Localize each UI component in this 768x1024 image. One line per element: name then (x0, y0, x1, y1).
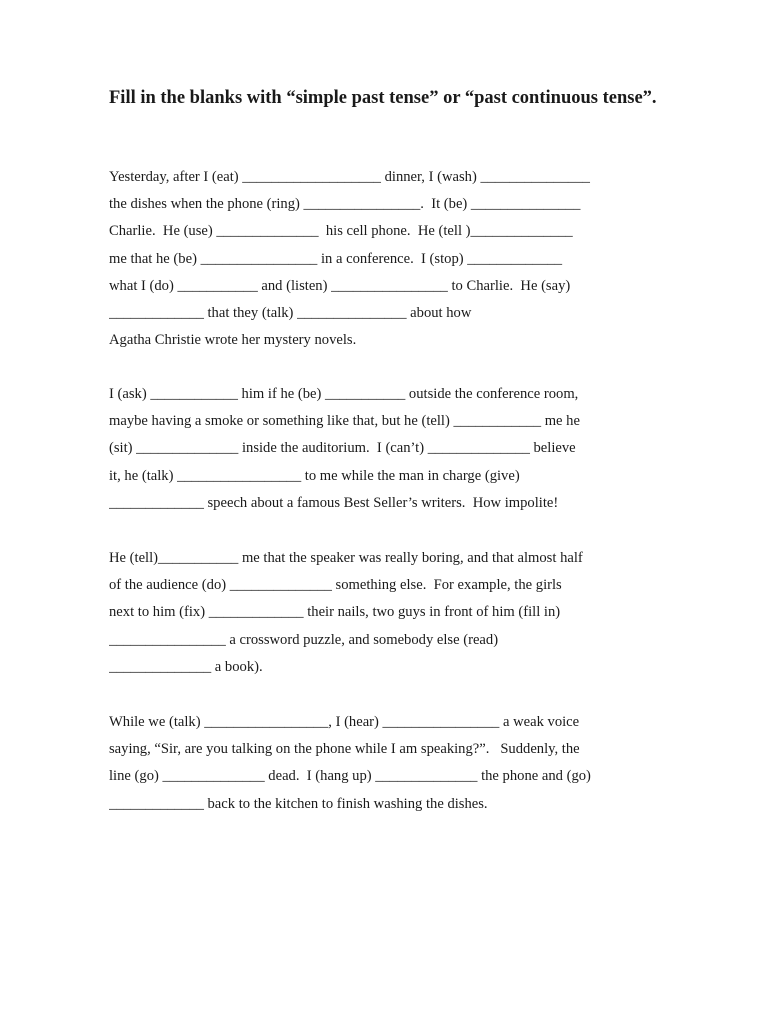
text-line: next to him (fix) _____________ their nails, two guys in front of him (fill in) (109, 604, 561, 621)
text-line: line (go) ______________ dead. I (hang up) ______________ the phone and (go) (109, 768, 591, 785)
text-line: me that he (be) ________________ in a conference. I (stop) _____________ (109, 250, 563, 267)
text-line: (sit) ______________ inside the auditorium. I (can’t) ______________ believe (109, 440, 576, 457)
text-line: I (ask) ____________ him if he (be) ___________ outside the conference room, (109, 386, 579, 402)
text-line: _____________ that they (talk) _______________ about how (109, 304, 472, 321)
paragraph-2 (109, 381, 669, 517)
worksheet-title: Fill in the blanks with “simple past tense” or “past continuous tense”. (109, 88, 657, 108)
text-line: of the audience (do) ______________ something else. For example, the girls (109, 577, 562, 594)
text-line: ________________ a crossword puzzle, and somebody else (read) (109, 631, 499, 648)
text-line: ______________ a book). (109, 658, 263, 675)
text-line: maybe having a smoke or something like that, but he (tell) ____________ me he (109, 413, 580, 430)
text-line: Yesterday, after I (eat) ___________________ dinner, I (wash) _______________ (109, 169, 590, 185)
text-line: _____________ back to the kitchen to finish washing the dishes. (109, 795, 488, 812)
paragraph-1 (109, 164, 669, 354)
paragraph-3 (109, 545, 669, 681)
text-line: He (tell)___________ me that the speaker was really boring, and that almost half (109, 550, 583, 566)
text-line: the dishes when the phone (ring) ________________. It (be) _______________ (109, 196, 581, 213)
text-line: Agatha Christie wrote her mystery novels. (109, 332, 357, 349)
text-line: it, he (talk) _________________ to me while the man in charge (give) (109, 467, 520, 484)
text-line: saying, “Sir, are you talking on the phone while I am speaking?”. Suddenly, the (109, 741, 580, 758)
text-line: what I (do) ___________ and (listen) ________________ to Charlie. He (say) (109, 277, 571, 294)
text-line: Charlie. He (use) ______________ his cell phone. He (tell )______________ (109, 223, 573, 240)
text-line: _____________ speech about a famous Best Seller’s writers. How impolite! (109, 494, 559, 511)
paragraph-4 (109, 709, 669, 818)
text-line: While we (talk) _________________, I (hear) ________________ a weak voice (109, 714, 580, 730)
